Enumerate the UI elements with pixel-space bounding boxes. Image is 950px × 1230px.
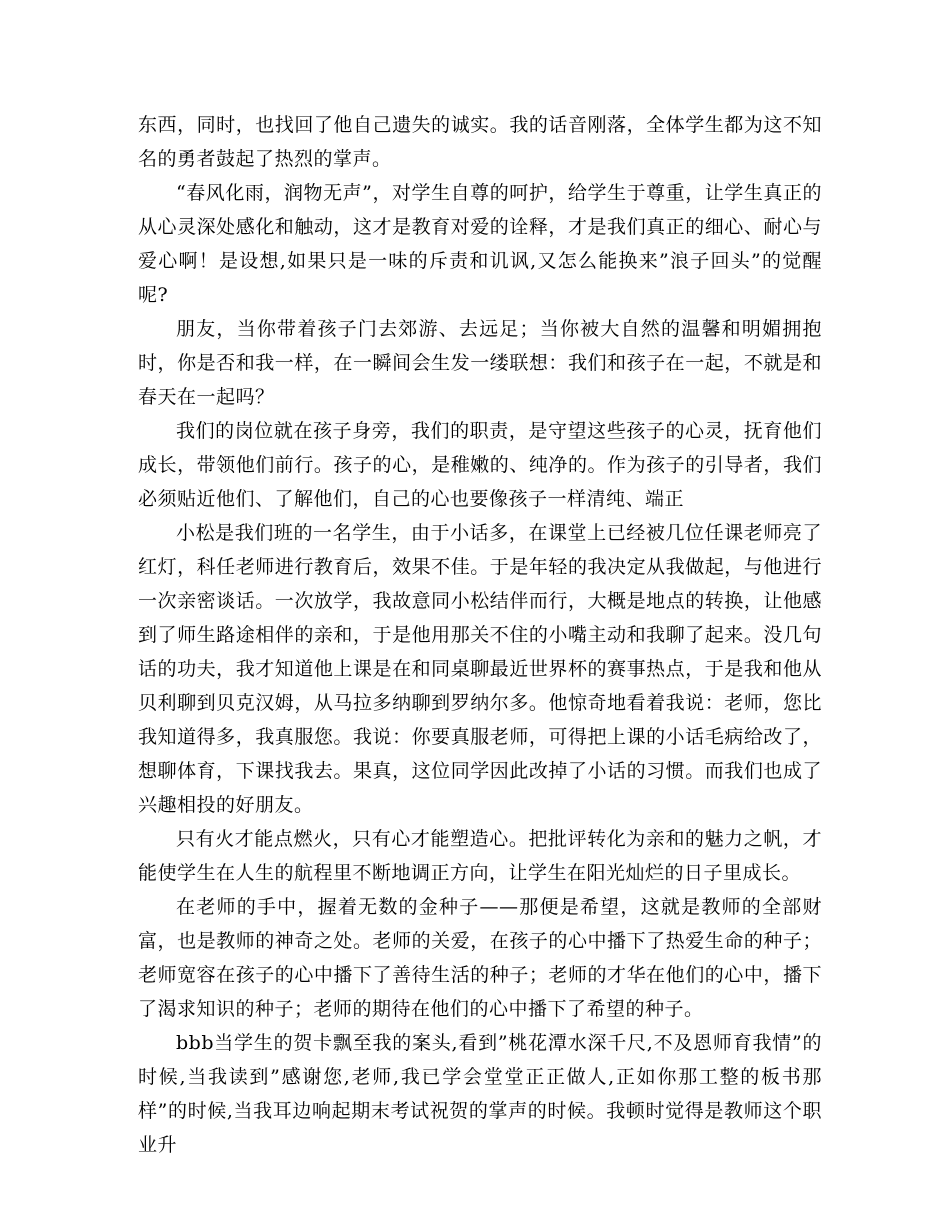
paragraph-6: 只有火才能点燃火，只有心才能塑造心。把批评转化为亲和的魅力之帆，才能使学生在人生的航程里不断地调正方向，让学生在阳光灿烂的日子里成长。 [138,828,822,884]
paragraph-1: 东西，同时，也找回了他自己遗失的诚实。我的话音刚落，全体学生都为这不知名的勇者鼓起了热烈的掌声。 [138,114,822,170]
paragraph-3: 朋友，当你带着孩子门去郊游、去远足；当你被大自然的温馨和明媚拥抱时，你是否和我一样，在一瞬间会生发一缕联想：我们和孩子在一起，不就是和春天在一起吗？ [138,318,822,408]
paragraph-4: 我们的岗位就在孩子身旁，我们的职责，是守望这些孩子的心灵，抚育他们成长，带领他们前行。孩子的心，是稚嫩的、纯净的。作为孩子的引导者，我们必须贴近他们、了解他们，自己的心也要像孩子一样清纯、端正 [138,420,822,510]
paragraph-5: 小松是我们班的一名学生，由于小话多，在课堂上已经被几位任课老师亮了红灯，科任老师进行教育后，效果不佳。于是年轻的我决定从我做起，与他进行一次亲密谈话。一次放学，我故意同小松结伴而行，大概是地点的转换，让他感到了师生路途相伴的亲和，于是他用那关不住的小嘴主动和我聊了起来。没几句话的功夫，我才知道他上课是在和同桌聊最近世界杯的赛事热点，于是我和他从贝利聊到贝克汉姆，从马拉多纳聊到罗纳尔多。他惊奇地看着我说：老师，您比我知道得多，我真服您。我说：你要真服老师，可得把上课的小话毛病给改了，想聊体育，下课找我去。果真，这位同学因此改掉了小话的习惯。而我们也成了兴趣相投的好朋友。 [138,522,822,816]
paragraph-7: 在老师的手中，握着无数的金种子——那便是希望，这就是教师的全部财富，也是教师的神奇之处。老师的关爱，在孩子的心中播下了热爱生命的种子；老师宽容在孩子的心中播下了善待生活的种子；老师的才华在他们的心中，播下了渴求知识的种子；老师的期待在他们的心中播下了希望的种子。 [138,896,822,1020]
paragraph-2: “春风化雨，润物无声”，对学生自尊的呵护，给学生于尊重，让学生真正的从心灵深处感化和触动，这才是教育对爱的诠释，才是我们真正的细心、耐心与爱心啊！是设想,如果只是一味的斥责和讥讽,又怎么能换来”浪子回头”的觉醒呢? [138,182,822,306]
paragraph-8: bbb当学生的贺卡飘至我的案头,看到”桃花潭水深千尺,不及恩师育我情”的时候,当我读到”感谢您,老师,我已学会堂堂正正做人,正如你那工整的板书那样”的时候,当我耳边响起期末考试祝贺的掌声的时候。我顿时觉得是教师这个职业升 [138,1032,822,1156]
document-body [138,108,822,1162]
